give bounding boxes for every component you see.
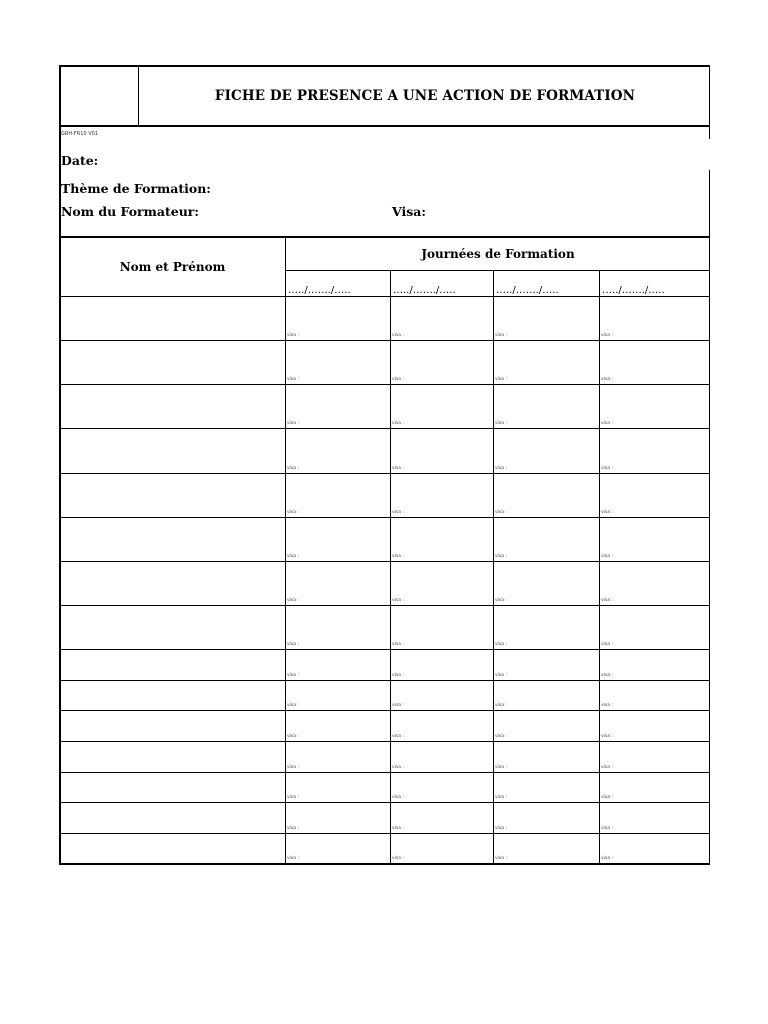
header-bottom-border	[59, 125, 710, 127]
visa-cell-label[interactable]: visa :	[287, 856, 299, 861]
info-right-border	[709, 170, 710, 238]
visa-cell-label[interactable]: visa :	[392, 421, 404, 426]
visa-cell-label[interactable]: visa :	[601, 510, 613, 515]
name-cell[interactable]	[60, 681, 285, 710]
visa-cell-label[interactable]: visa :	[601, 598, 613, 603]
theme-label: Thème de Formation:	[61, 181, 211, 196]
day-date-2: …../……./…..	[393, 285, 456, 296]
visa-cell-label[interactable]: visa :	[392, 673, 404, 678]
name-cell[interactable]	[60, 742, 285, 772]
name-cell[interactable]	[60, 606, 285, 649]
visa-cell-label[interactable]: visa :	[495, 703, 507, 708]
name-cell[interactable]	[60, 474, 285, 517]
visa-cell-label[interactable]: visa :	[392, 466, 404, 471]
name-cell[interactable]	[60, 773, 285, 802]
name-cell[interactable]	[60, 711, 285, 741]
table-right-border	[709, 236, 710, 864]
visa-cell-label[interactable]: visa :	[287, 795, 299, 800]
visa-cell-label[interactable]: visa :	[287, 673, 299, 678]
form-title: FICHE DE PRESENCE A UNE ACTION DE FORMATION	[214, 87, 636, 104]
visa-cell-label[interactable]: visa :	[601, 856, 613, 861]
name-cell[interactable]	[60, 297, 285, 340]
day-date-3: …../……./…..	[496, 285, 559, 296]
visa-cell-label[interactable]: visa :	[392, 765, 404, 770]
visa-cell-label[interactable]: visa :	[287, 642, 299, 647]
visa-cell-label[interactable]: visa :	[601, 421, 613, 426]
visa-cell-label[interactable]: visa :	[392, 598, 404, 603]
visa-cell-label[interactable]: visa :	[287, 333, 299, 338]
visa-cell-label[interactable]: visa :	[601, 466, 613, 471]
day-column-divider-3	[599, 270, 600, 864]
name-cell[interactable]	[60, 518, 285, 561]
day-date-1: …../……./…..	[288, 285, 351, 296]
visa-cell-label[interactable]: visa :	[601, 703, 613, 708]
visa-cell-label[interactable]: visa :	[601, 826, 613, 831]
visa-cell-label[interactable]: visa :	[287, 826, 299, 831]
visa-cell-label[interactable]: visa :	[287, 554, 299, 559]
visa-cell-label[interactable]: visa :	[392, 510, 404, 515]
trainer-label: Nom du Formateur:	[61, 204, 199, 219]
day-column-divider-1	[390, 270, 391, 864]
visa-cell-label[interactable]: visa :	[392, 642, 404, 647]
visa-cell-label[interactable]: visa :	[495, 765, 507, 770]
name-cell[interactable]	[60, 429, 285, 473]
visa-cell-label[interactable]: visa :	[495, 377, 507, 382]
visa-cell-label[interactable]: visa :	[392, 554, 404, 559]
name-column-divider	[285, 236, 286, 864]
visa-cell-label[interactable]: visa :	[601, 554, 613, 559]
visa-label: Visa:	[392, 204, 426, 219]
visa-cell-label[interactable]: visa :	[287, 734, 299, 739]
visa-cell-label[interactable]: visa :	[601, 642, 613, 647]
visa-cell-label[interactable]: visa :	[287, 466, 299, 471]
visa-cell-label[interactable]: visa :	[495, 333, 507, 338]
visa-cell-label[interactable]: visa :	[495, 856, 507, 861]
visa-cell-label[interactable]: visa :	[601, 734, 613, 739]
name-cell[interactable]	[60, 803, 285, 833]
visa-cell-label[interactable]: visa :	[287, 421, 299, 426]
logo-cell-divider	[138, 65, 139, 126]
visa-cell-label[interactable]: visa :	[495, 598, 507, 603]
visa-cell-label[interactable]: visa :	[601, 377, 613, 382]
visa-cell-label[interactable]: visa :	[495, 421, 507, 426]
visa-cell-label[interactable]: visa :	[601, 795, 613, 800]
visa-cell-label[interactable]: visa :	[601, 765, 613, 770]
visa-cell-label[interactable]: visa :	[392, 703, 404, 708]
visa-cell-label[interactable]: visa :	[392, 795, 404, 800]
table-row-border	[59, 863, 710, 865]
visa-cell-label[interactable]: visa :	[495, 642, 507, 647]
visa-cell-label[interactable]: visa :	[601, 333, 613, 338]
visa-cell-label[interactable]: visa :	[495, 554, 507, 559]
visa-cell-label[interactable]: visa :	[287, 377, 299, 382]
visa-cell-label[interactable]: visa :	[287, 510, 299, 515]
visa-cell-label[interactable]: visa :	[495, 795, 507, 800]
visa-cell-label[interactable]: visa :	[601, 673, 613, 678]
date-label: Date:	[61, 153, 99, 168]
visa-cell-label[interactable]: visa :	[392, 734, 404, 739]
visa-cell-label[interactable]: visa :	[495, 673, 507, 678]
name-cell[interactable]	[60, 562, 285, 605]
visa-cell-label[interactable]: visa :	[287, 598, 299, 603]
visa-cell-label[interactable]: visa :	[392, 333, 404, 338]
visa-cell-label[interactable]: visa :	[392, 856, 404, 861]
name-cell[interactable]	[60, 385, 285, 428]
visa-cell-label[interactable]: visa :	[495, 734, 507, 739]
visa-cell-label[interactable]: visa :	[287, 765, 299, 770]
name-cell[interactable]	[60, 650, 285, 680]
days-column-header: Journées de Formation	[421, 247, 575, 261]
document-code: GRH-FR10 V01	[61, 131, 98, 137]
visa-cell-label[interactable]: visa :	[495, 826, 507, 831]
logo-placeholder	[61, 67, 137, 124]
visa-cell-label[interactable]: visa :	[287, 703, 299, 708]
visa-cell-label[interactable]: visa :	[392, 377, 404, 382]
visa-cell-label[interactable]: visa :	[495, 510, 507, 515]
day-column-divider-2	[493, 270, 494, 864]
visa-cell-label[interactable]: visa :	[495, 466, 507, 471]
day-date-4: …../……./…..	[602, 285, 665, 296]
visa-cell-label[interactable]: visa :	[392, 826, 404, 831]
name-cell[interactable]	[60, 834, 285, 863]
name-cell[interactable]	[60, 341, 285, 384]
name-column-header: Nom et Prénom	[119, 260, 226, 274]
